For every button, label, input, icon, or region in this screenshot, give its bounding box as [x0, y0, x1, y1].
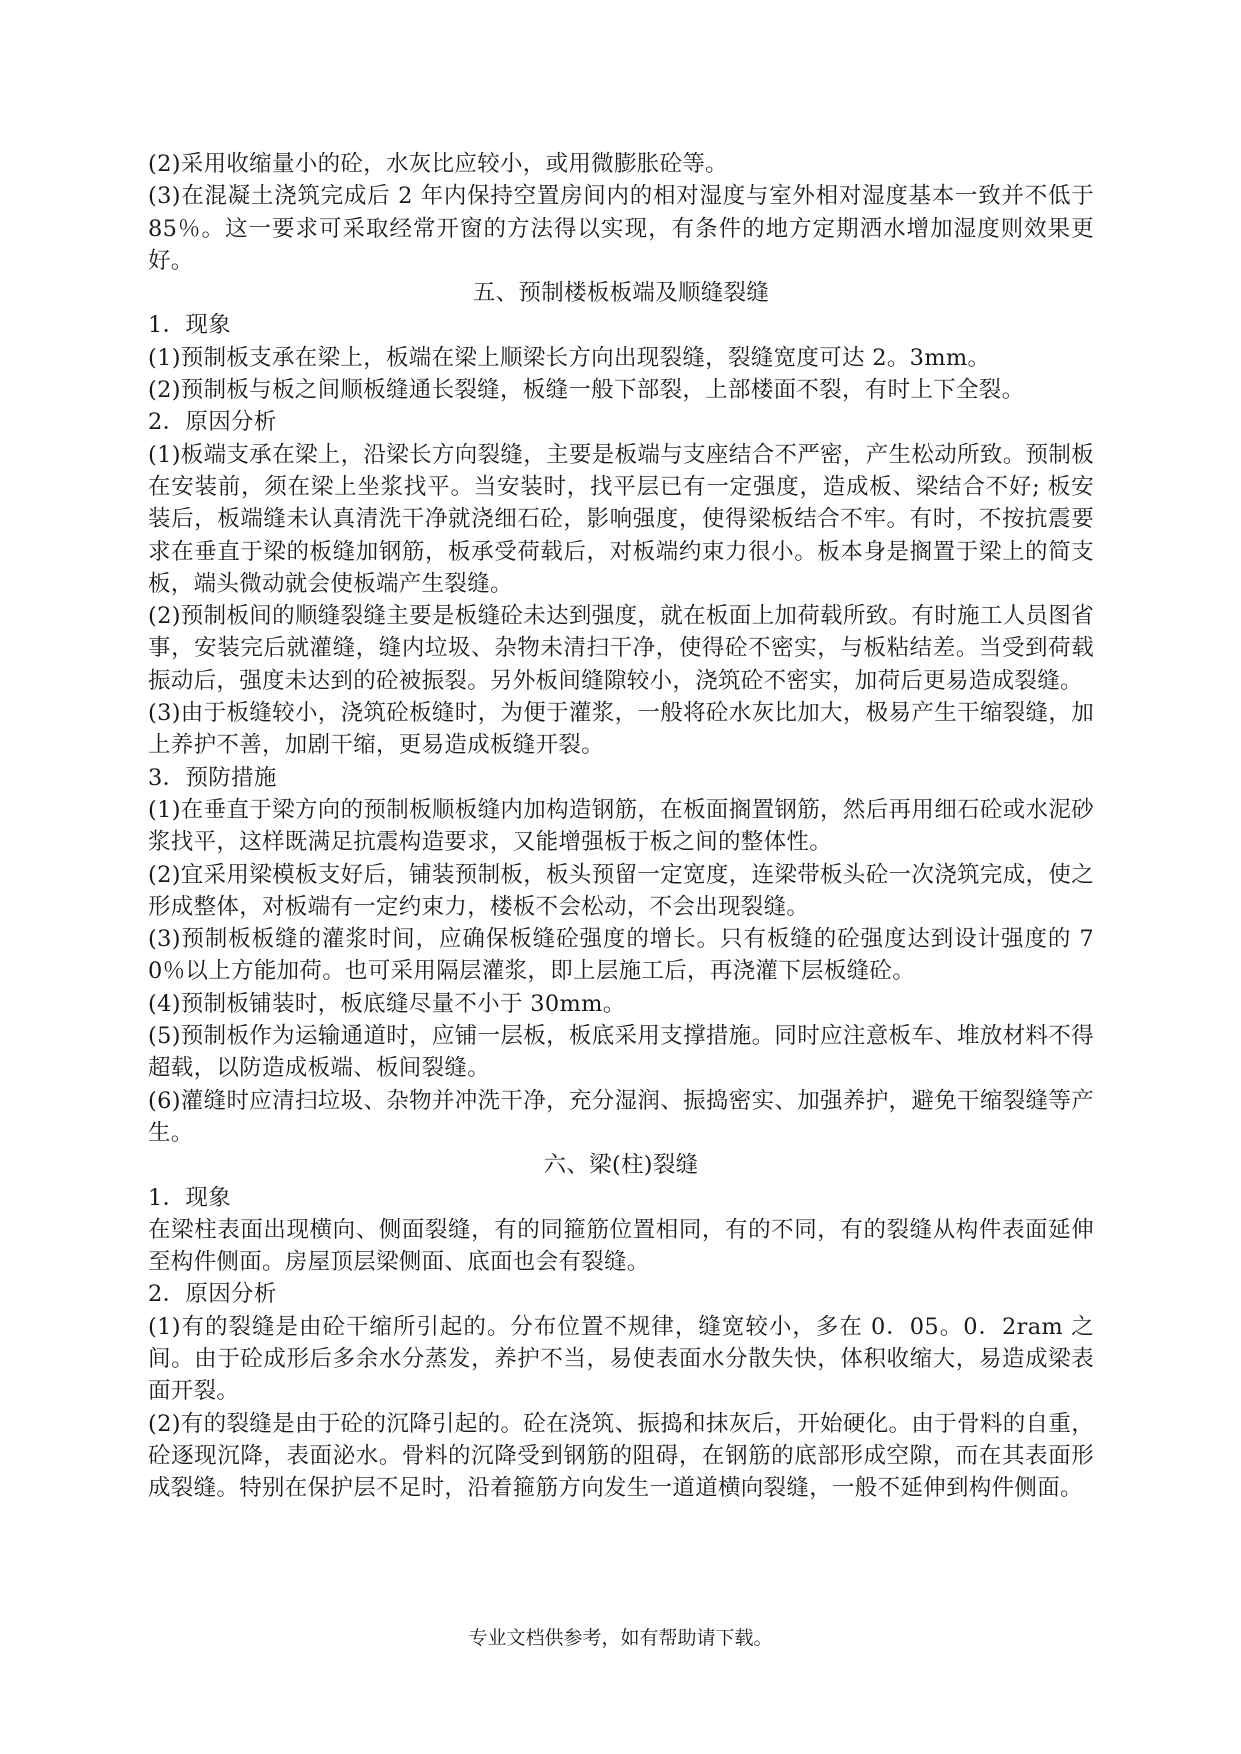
- paragraph: 在梁柱表面出现横向、侧面裂缝，有的同箍筋位置相同，有的不同，有的裂缝从构件表面延伸至构件侧面。房屋顶层梁侧面、底面也会有裂缝。: [148, 1216, 1094, 1276]
- subheading: 1．现象: [148, 312, 232, 339]
- document-body: [148, 148, 1094, 1504]
- paragraph: (3)由于板缝较小，浇筑砼板缝时，为便于灌浆，一般将砼水灰比加大，极易产生干缩裂缝，加上养护不善，加剧干缩，更易造成板缝开裂。: [148, 700, 1094, 759]
- paragraph: (5)预制板作为运输通道时，应铺一层板，板底采用支撑措施。同时应注意板车、堆放材料不得超载，以防造成板端、板间裂缝。: [148, 1023, 1094, 1082]
- paragraph: (3)预制板板缝的灌浆时间，应确保板缝砼强度的增长。只有板缝的砼强度达到设计强度的 70％以上方能加荷。也可采用隔层灌浆，即上层施工后，再浇灌下层板缝砼。: [148, 926, 1094, 985]
- paragraph: (1)在垂直于梁方向的预制板顺板缝内加构造钢筋，在板面搁置钢筋，然后再用细石砼或水泥砂浆找平，这样既满足抗震构造要求，又能增强板于板之间的整体性。: [148, 796, 1094, 856]
- paragraph: (1)预制板支承在梁上，板端在梁上顺梁长方向出现裂缝，裂缝宽度可达 2。3mm。: [148, 344, 991, 371]
- subheading: 3．预防措施: [148, 764, 277, 791]
- page-footer: 专业文档供参考，如有帮助请下载。: [468, 1627, 773, 1649]
- paragraph: (1)有的裂缝是由砼干缩所引起的。分布位置不规律，缝宽较小，多在 0．05。0．2ram 之间。由于砼成形后多余水分蒸发，养护不当，易使表面水分散失快，体积收缩大，易造成梁表面开裂。: [148, 1313, 1094, 1405]
- paragraph: (3)在混凝土浇筑完成后 2 年内保持空置房间内的相对湿度与室外相对湿度基本一致并不低于 85％。这一要求可采取经常开窗的方法得以实现，有条件的地方定期洒水增加湿度则效果更好。: [148, 183, 1094, 274]
- subheading: 2．原因分析: [148, 1281, 277, 1308]
- section-title: 五、预制楼板板端及顺缝裂缝: [472, 280, 770, 307]
- paragraph: (2)宜采用梁模板支好后，铺装预制板，板头预留一定宽度，连梁带板头砼一次浇筑完成，使之形成整体，对板端有一定约束力，楼板不会松动，不会出现裂缝。: [148, 861, 1094, 920]
- paragraph: (6)灌缝时应清扫垃圾、杂物并冲洗干净，充分湿润、振捣密实、加强养护，避免干缩裂缝等产生。: [148, 1087, 1094, 1146]
- subheading: 2．原因分析: [148, 409, 277, 436]
- paragraph: (2)预制板间的顺缝裂缝主要是板缝砼未达到强度，就在板面上加荷载所致。有时施工人员图省事，安装完后就灌缝，缝内垃圾、杂物未清扫干净，使得砼不密实，与板粘结差。当受到荷载振动后，强度未达到的砼被振裂。另外板间缝隙较小，浇筑砼不密实，加荷后更易造成裂缝。: [148, 603, 1094, 694]
- paragraph: (1)板端支承在梁上，沿梁长方向裂缝，主要是板端与支座结合不严密，产生松动所致。预制板在安装前，须在梁上坐浆找平。当安装时，找平层已有一定强度，造成板、梁结合不好; 板安装后，板端缝未认真清洗干净就浇细石砼，影响强度，使得梁板结合不牢。有时，不按抗震要求在垂直于梁的板缝加钢筋，板承受荷载后，对板端约束力很小。板本身是搁置于梁上的简支板，端头微动就会使板端产生裂缝。: [148, 441, 1094, 597]
- paragraph: (4)预制板铺装时，板底缝尽量不小于 30mm。: [148, 990, 626, 1017]
- subheading: 1．现象: [148, 1184, 232, 1211]
- paragraph: (2)采用收缩量小的砼，水灰比应较小，或用微膨胀砼等。: [148, 151, 728, 177]
- paragraph: (2)有的裂缝是由于砼的沉降引起的。砼在浇筑、振捣和抹灰后，开始硬化。由于骨料的自重，砼逐现沉降，表面泌水。骨料的沉降受到钢筋的阻碍，在钢筋的底部形成空隙，而在其表面形成裂缝。特别在保护层不足时，沿着箍筋方向发生一道道横向裂缝，一般不延伸到构件侧面。: [148, 1410, 1094, 1502]
- paragraph: (2)预制板与板之间顺板缝通长裂缝，板缝一般下部裂，上部楼面不裂，有时上下全裂。: [148, 377, 1025, 404]
- section-title: 六、梁(柱)裂缝: [543, 1152, 699, 1179]
